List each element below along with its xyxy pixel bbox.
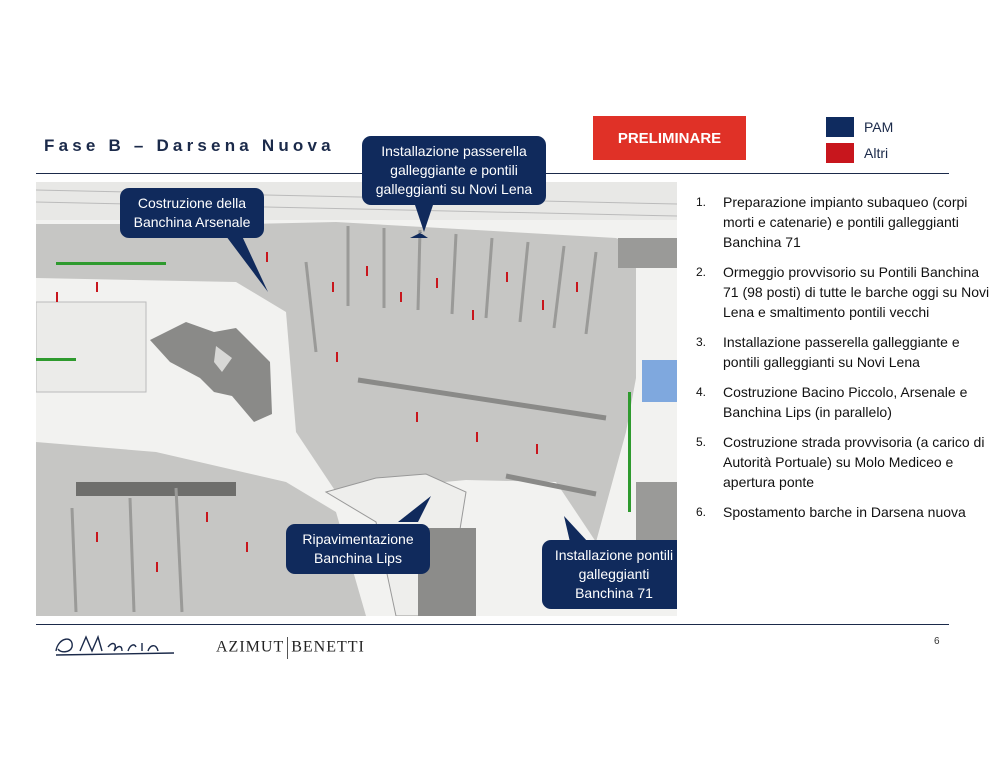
footer-divider <box>36 624 949 625</box>
list-item: 5. Costruzione strada provvisoria (a carico di Autorità Portuale) su Molo Mediceo e apertura ponte <box>696 434 985 490</box>
brand-right: BENETTI <box>291 638 365 656</box>
legend-swatch-pam <box>826 117 854 137</box>
callout-novi-lena: Installazione passerella galleggiante e pontili galleggianti su Novi Lena <box>362 136 546 205</box>
brand-logo <box>216 637 365 659</box>
list-item: 2. Ormeggio provvisorio su Pontili Banchina 71 (98 posti) di tutte le barche oggi su Novi Lena e smaltimento pontili vecchi <box>696 264 990 320</box>
site-plan-map <box>36 182 677 616</box>
callout-lips: Ripavimentazione Banchina Lips <box>286 524 430 574</box>
legend-swatch-altri <box>826 143 854 163</box>
signature-drawing <box>52 631 182 659</box>
status-badge: PRELIMINARE <box>593 116 746 160</box>
brand-left: AZIMUT <box>216 638 285 656</box>
callout-banchina71: Installazione pontili galleggianti Banchina 71 <box>542 540 677 609</box>
list-item: 3. Installazione passerella galleggiante e pontili galleggianti su Novi Lena <box>696 334 960 370</box>
legend-label-pam: PAM <box>864 119 894 135</box>
list-item: 6. Spostamento barche in Darsena nuova <box>696 504 966 520</box>
steps-list <box>696 192 996 532</box>
signature-logo <box>52 631 182 664</box>
list-item: 4. Costruzione Bacino Piccolo, Arsenale e Banchina Lips (in parallelo) <box>696 384 968 420</box>
callout-arsenale: Costruzione della Banchina Arsenale <box>120 188 264 238</box>
brand-separator <box>287 637 288 659</box>
legend-label-altri: Altri <box>864 145 889 161</box>
list-item: 1. Preparazione impianto subaqueo (corpi morti e catenarie) e pontili galleggianti Banchina 71 <box>696 194 968 250</box>
legend-item-altri <box>826 143 888 163</box>
page-title: Fase B – Darsena Nuova <box>44 136 335 155</box>
page-number: 6 <box>934 636 940 647</box>
legend-item-pam <box>826 117 893 137</box>
